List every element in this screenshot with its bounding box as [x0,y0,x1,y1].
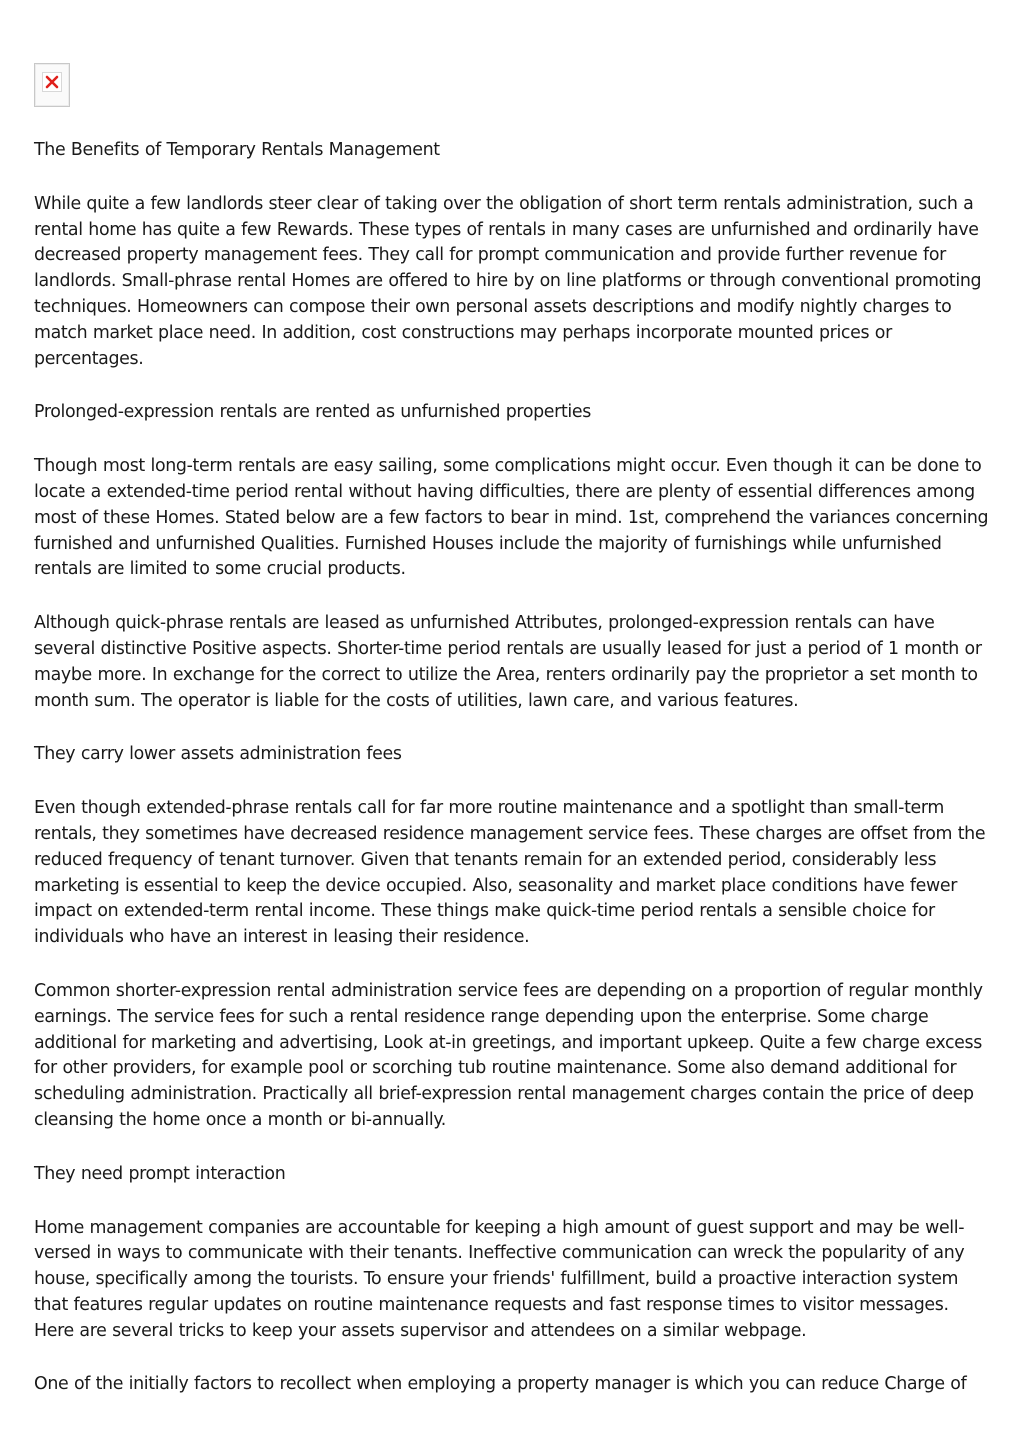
paragraph-long-term-complications: Though most long-term rentals are easy sailing, some complications might occur. Even though it can be done to locate a extended-time period rental without having difficulties, there are plenty of essential differences among most of these Homes. Stated below are a few factors to bear in mind. 1st, comprehend the variances concerning furnished and unfurnished Qualities. Furnished Houses include the majority of furnishings while unfurnished rentals are limited to some crucial products. [34,456,989,580]
paragraph-communication: Home management companies are accountable for keeping a high amount of guest support and may be well-versed in ways to communicate with their tenants. Ineffective communication can wreck the popularity of any house, specifically among the tourists. To ensure your friends' fulfillment, build a proactive interaction system that features regular updates on routine maintenance requests and fast response times to visitor messages. Here are several tricks to keep your assets supervisor and attendees on a similar webpage. [34,1217,965,1341]
broken-image-icon [34,63,70,107]
section-heading-lower-fees: They carry lower assets administration fees [34,744,402,765]
section-heading-prompt-interaction: They need prompt interaction [34,1163,286,1184]
article-title: The Benefits of Temporary Rentals Management [34,140,440,160]
red-x-icon [43,73,61,91]
section-heading-unfurnished: Prolonged-expression rentals are rented as unfurnished properties [34,402,591,423]
paragraph-long-term-benefits: Although quick-phrase rentals are leased as unfurnished Attributes, prolonged-expression rentals can have several distinctive Positive aspects. Shorter-time period rentals are usually leased for just a period of 1 month or maybe more. In exchange for the correct to utilize the Area, renters ordinarily pay the proprietor a set month to month sum. The operator is liable for the costs of utilities, lawn care, and various features. [34,613,982,711]
paragraph-common-fees: Common shorter-expression rental administration service fees are depending on a proportion of regular monthly earnings. The service fees for such a rental residence range depending upon the enterprise. Some charge additional for marketing and advertising, Look at-in greetings, and important upkeep. Quite a few charge excess for other providers, for example pool or scorching tub routine maintenance. Some also demand additional for scheduling administration. Practically all brief-expression rental management charges contain the price of deep cleansing the home once a month or bi-annually. [34,980,983,1130]
paragraph-intro: While quite a few landlords steer clear of taking over the obligation of short term rentals administration, such a rental home has quite a few Rewards. These types of rentals in many cases are unfurnished and ordinarily have decreased property management fees. They call for prompt communication and provide further revenue for landlords. Small-phrase rental Homes are offered to hire by on line platforms or through conventional promoting techniques. Homeowners can compose their own personal assets descriptions and modify nightly charges to match market place need. In addition, cost constructions may perhaps incorporate mounted prices or percentages. [34,193,982,369]
close-icon [42,72,62,92]
paragraph-property-manager: One of the initially factors to recollect when employing a property manager is which you can reduce Charge of [34,1374,967,1395]
paragraph-maintenance-fees: Even though extended-phrase rentals call for far more routine maintenance and a spotlight than small-term rentals, they sometimes have decreased residence management service fees. These charges are offset from the reduced frequency of tenant turnover. Given that tenants remain for an extended period, considerably less marketing is essential to keep the device occupied. Also, seasonality and market place conditions have fewer impact on extended-term rental income. These things make quick-time period rentals a sensible choice for individuals who have an interest in leasing their residence. [34,798,986,948]
article-body [34,138,994,1426]
